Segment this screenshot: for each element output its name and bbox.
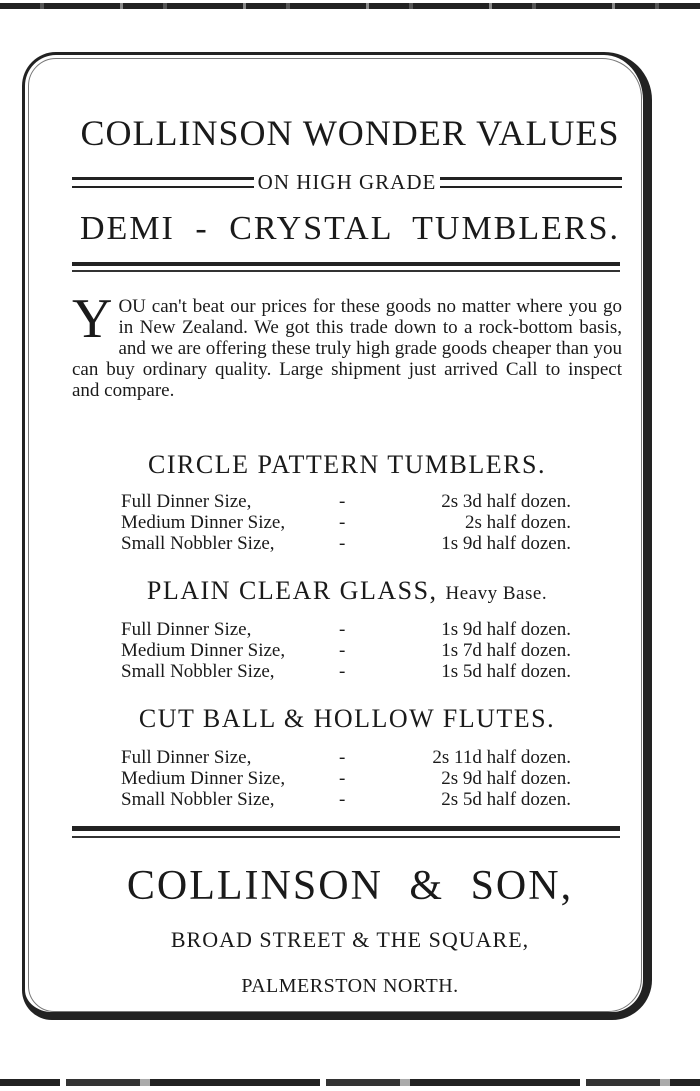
- price-row: [121, 768, 571, 789]
- section-heading-text: CIRCLE PATTERN TUMBLERS.: [148, 450, 546, 479]
- section-heading-cut-ball: [72, 704, 622, 734]
- separator-dash: -: [339, 789, 346, 810]
- subtitle-rule-left: [72, 177, 254, 188]
- price-table-cut-ball: [121, 747, 571, 810]
- section-heading-circle-pattern: [72, 450, 622, 480]
- separator-dash: -: [339, 619, 346, 640]
- subtitle-row: [72, 170, 622, 194]
- intro-dropcap: Y: [72, 288, 113, 350]
- section-heading-text: PLAIN CLEAR GLASS,: [146, 576, 438, 605]
- firm-name: COLLINSON & SON,: [126, 863, 574, 909]
- separator-dash: -: [339, 491, 346, 512]
- section-heading-suffix: Heavy Base.: [445, 583, 548, 604]
- size-label: Medium Dinner Size,: [121, 640, 286, 661]
- section-heading-text: CUT BALL & HOLLOW FLUTES.: [138, 704, 556, 733]
- price-value: 1s 9d half dozen.: [441, 533, 571, 554]
- advert-subtitle: ON HIGH GRADE: [257, 169, 437, 194]
- price-table-circle-pattern: [121, 491, 571, 554]
- advert-title: COLLINSON WONDER VALUES: [80, 113, 620, 153]
- section-heading-plain-clear: [72, 576, 622, 606]
- price-value: 2s half dozen.: [464, 512, 571, 533]
- separator-dash: -: [339, 533, 346, 554]
- subtitle-rule-right: [440, 177, 622, 188]
- top-page-rule: [0, 3, 700, 9]
- size-label: Full Dinner Size,: [121, 619, 252, 640]
- footer-divider-thin: [72, 836, 620, 838]
- price-row: [121, 491, 571, 512]
- separator-dash: -: [339, 661, 346, 682]
- price-row: [121, 640, 571, 661]
- size-label: Small Nobbler Size,: [121, 789, 275, 810]
- price-row: [121, 512, 571, 533]
- size-label: Full Dinner Size,: [121, 491, 252, 512]
- price-table-plain-clear: [121, 619, 571, 682]
- price-row: [121, 747, 571, 768]
- price-row: [121, 533, 571, 554]
- size-label: Full Dinner Size,: [121, 747, 252, 768]
- bottom-page-rule: [0, 1079, 700, 1086]
- intro-text: OU can't beat our prices for these goods no matter where you go in New Zealand. We got this trade down to a rock-bottom basis, and we are offering these truly high grade goods cheaper than you can buy ordinary quality. Large shipment just arrived Call to inspect and compare.: [72, 296, 622, 401]
- price-value: 1s 9d half dozen.: [441, 619, 571, 640]
- price-value: 2s 9d half dozen.: [441, 768, 571, 789]
- price-row: [121, 789, 571, 810]
- price-row: [121, 619, 571, 640]
- product-title: DEMI - CRYSTAL TUMBLERS.: [80, 210, 620, 247]
- footer-divider-thick: [72, 826, 620, 831]
- price-value: 1s 5d half dozen.: [441, 661, 571, 682]
- price-value: 2s 5d half dozen.: [441, 789, 571, 810]
- separator-dash: -: [339, 640, 346, 661]
- separator-dash: -: [339, 768, 346, 789]
- header-divider-thin: [72, 270, 620, 272]
- size-label: Small Nobbler Size,: [121, 661, 275, 682]
- price-value: 1s 7d half dozen.: [441, 640, 571, 661]
- size-label: Small Nobbler Size,: [121, 533, 275, 554]
- price-row: [121, 661, 571, 682]
- size-label: Medium Dinner Size,: [121, 512, 286, 533]
- firm-town: PALMERSTON NORTH.: [241, 975, 459, 997]
- separator-dash: -: [339, 747, 346, 768]
- header-divider-thick: [72, 262, 620, 266]
- price-value: 2s 11d half dozen.: [432, 747, 571, 768]
- separator-dash: -: [339, 512, 346, 533]
- firm-address: BROAD STREET & THE SQUARE,: [170, 927, 530, 952]
- price-value: 2s 3d half dozen.: [441, 491, 571, 512]
- size-label: Medium Dinner Size,: [121, 768, 286, 789]
- intro-paragraph: [72, 288, 622, 401]
